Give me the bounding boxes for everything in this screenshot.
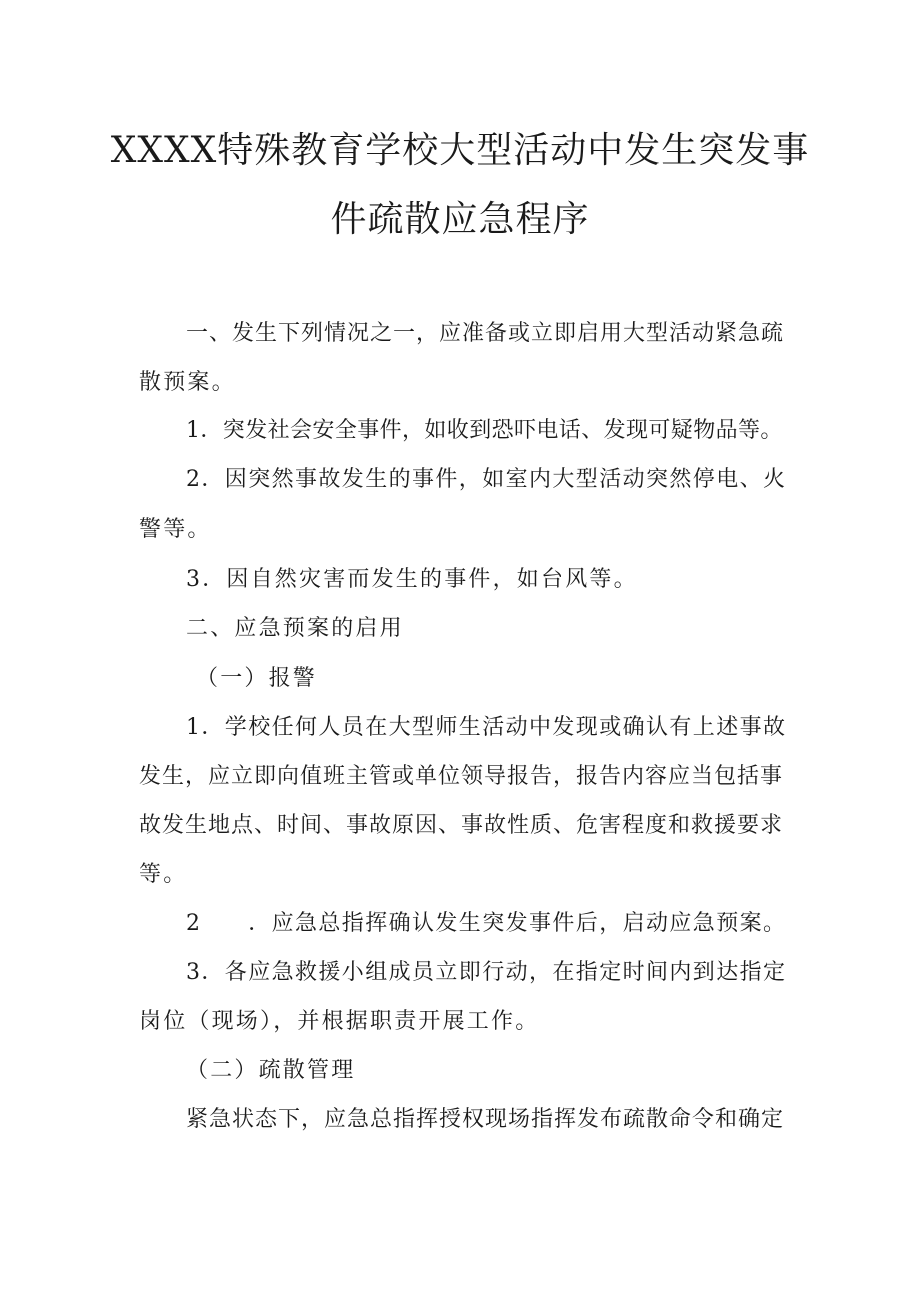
evacuation-paragraph: 紧急状态下，应急总指挥授权现场指挥发布疏散命令和确定 bbox=[186, 1107, 785, 1132]
alarm-item-1: 1．学校任何人员在大型师生活动中发现或确认有上述事故 bbox=[186, 715, 787, 740]
list-item-1: 1．突发社会安全事件，如收到恐吓电话、发现可疑物品等。 bbox=[186, 418, 783, 443]
list-item-3: 3．因自然灾害而发生的事件，如台风等。 bbox=[186, 567, 638, 592]
list-item-2-cont: 警等。 bbox=[139, 517, 212, 542]
alarm-item-1-cont-3: 等。 bbox=[139, 862, 188, 887]
paragraph-section-1-heading: 一、发生下列情况之一，应准备或立即启用大型活动紧急疏 bbox=[186, 321, 785, 346]
subsection-1-heading: （一）报警 bbox=[196, 666, 318, 691]
document-title-line-1: XXXX特殊教育学校大型活动中发生突发事 bbox=[110, 130, 810, 171]
alarm-item-3: 3．各应急救援小组成员立即行动，在指定时间内到达指定 bbox=[186, 960, 787, 985]
section-2-heading: 二、应急预案的启用 bbox=[186, 616, 404, 641]
list-item-2: 2．因突然事故发生的事件，如室内大型活动突然停电、火 bbox=[186, 467, 787, 492]
alarm-item-2: 2 ．应急总指挥确认发生突发事件后，启动应急预案。 bbox=[186, 911, 787, 936]
alarm-item-1-cont-2: 故发生地点、时间、事故原因、事故性质、危害程度和救援要求 bbox=[139, 813, 784, 838]
document-title-line-2: 件疏散应急程序 bbox=[330, 199, 590, 240]
paragraph-section-1-heading-cont: 散预案。 bbox=[139, 370, 236, 395]
alarm-item-3-cont: 岗位（现场），并根据职责开展工作。 bbox=[139, 1009, 540, 1034]
subsection-2-heading: （二）疏散管理 bbox=[186, 1058, 356, 1083]
alarm-item-1-cont-1: 发生，应立即向值班主管或单位领导报告，报告内容应当包括事 bbox=[139, 764, 784, 789]
